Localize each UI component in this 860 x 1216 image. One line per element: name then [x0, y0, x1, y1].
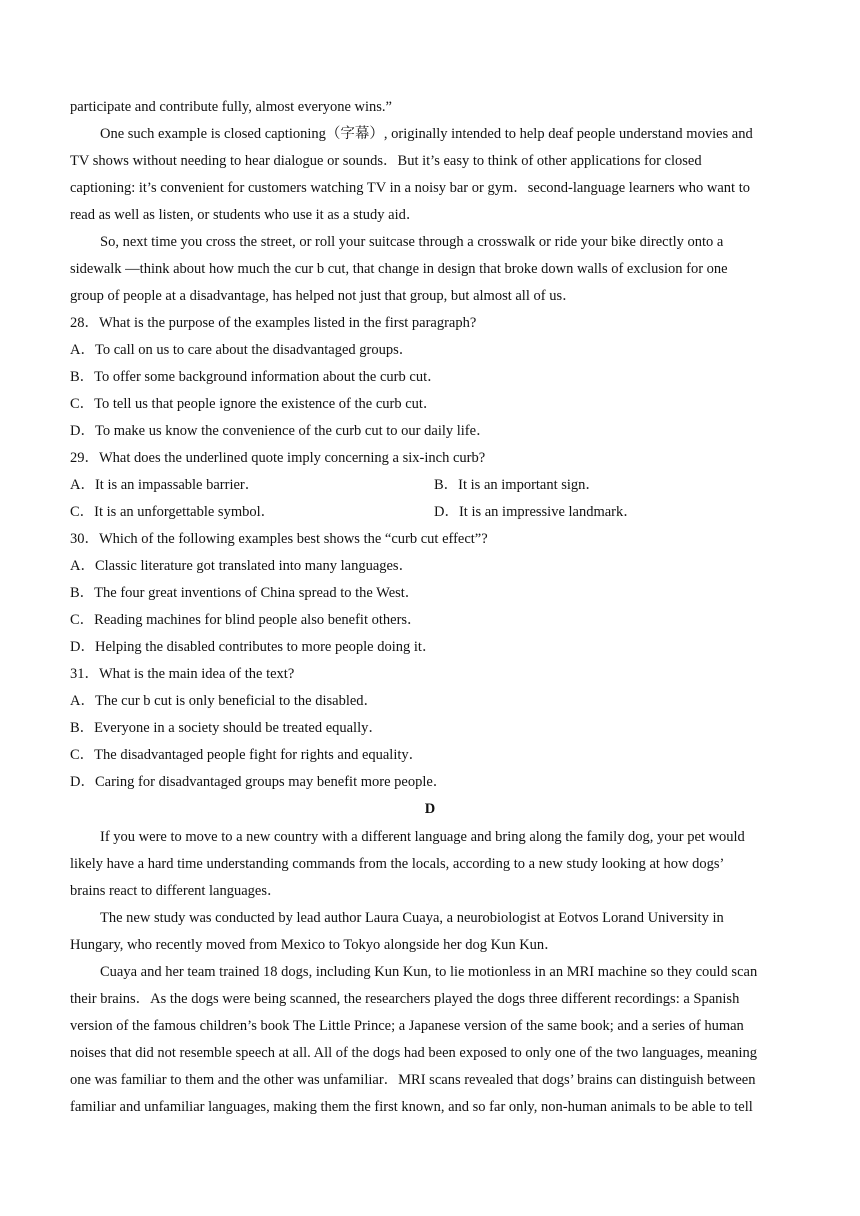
passage-line: noises that did not resemble speech at all. All of the dogs had been exposed to only one of the two languages, meaning [70, 1045, 757, 1061]
question-31-option-a: A．The cur b cut is only beneficial to the disabled． [70, 693, 379, 709]
passage-line: brains react to different languages． [70, 883, 282, 899]
question-31-stem: 31．What is the main idea of the text? [70, 666, 295, 682]
question-31-option-d: D．Caring for disadvantaged groups may benefit more people． [70, 774, 448, 790]
question-29-stem: 29．What does the underlined quote imply concerning a six-inch curb? [70, 450, 486, 466]
question-28-option-b: B．To offer some background information about the curb cut． [70, 369, 442, 385]
section-heading: D [424, 801, 436, 817]
passage-line: one was familiar to them and the other was unfamiliar．MRI scans revealed that dogs’ brains can distinguish between [70, 1072, 756, 1088]
passage-line: One such example is closed captioning（字幕）, originally intended to help deaf people understand movies and [100, 126, 753, 142]
passage-line: So, next time you cross the street, or roll your suitcase through a crosswalk or ride your bike directly onto a [100, 234, 724, 250]
passage-line: Hungary, who recently moved from Mexico to Tokyo alongside her dog Kun Kun． [70, 937, 559, 953]
passage-line: The new study was conducted by lead author Laura Cuaya, a neurobiologist at Eotvos Lorand University in [100, 910, 724, 926]
passage-line: captioning: it’s convenient for customers watching TV in a noisy bar or gym．second-language learners who want to [70, 180, 750, 196]
passage-line: Cuaya and her team trained 18 dogs, including Kun Kun, to lie motionless in an MRI machine so they could scan [100, 964, 758, 980]
passage-line: TV shows without needing to hear dialogue or sounds．But it’s easy to think of other applications for closed [70, 153, 702, 169]
passage-line: participate and contribute fully, almost everyone wins.” [70, 99, 392, 115]
passage-line: group of people at a disadvantage, has helped not just that group, but almost all of us． [70, 288, 577, 304]
passage-line: their brains．As the dogs were being scanned, the researchers played the dogs three different recordings: a Spanish [70, 991, 740, 1007]
question-30-option-d: D．Helping the disabled contributes to more people doing it． [70, 639, 437, 655]
passage-line: likely have a hard time understanding commands from the locals, according to a new study looking at how dogs’ [70, 856, 725, 872]
question-30-option-c: C．Reading machines for blind people also benefit others． [70, 612, 422, 628]
question-29-option-a: A．It is an impassable barrier． [70, 477, 260, 493]
question-29-option-b: B．It is an important sign． [434, 477, 600, 493]
passage-line: familiar and unfamiliar languages, making them the first known, and so far only, non-human animals to be able to tell [70, 1099, 753, 1115]
question-28-option-d: D．To make us know the convenience of the curb cut to our daily life． [70, 423, 491, 439]
question-28-option-c: C．To tell us that people ignore the existence of the curb cut． [70, 396, 438, 412]
passage-line: If you were to move to a new country with a different language and bring along the family dog, your pet would [100, 829, 745, 845]
passage-line: sidewalk —think about how much the cur b cut, that change in design that broke down walls of exclusion for one [70, 261, 728, 277]
question-30-option-b: B．The four great inventions of China spread to the West． [70, 585, 420, 601]
question-28-option-a: A．To call on us to care about the disadvantaged groups． [70, 342, 414, 358]
question-30-stem: 30．Which of the following examples best shows the “curb cut effect”? [70, 531, 488, 547]
passage-line: version of the famous children’s book The Little Prince; a Japanese version of the same book; and a series of human [70, 1018, 744, 1034]
question-29-option-d: D．It is an impressive landmark． [434, 504, 638, 520]
question-31-option-c: C．The disadvantaged people fight for rights and equality． [70, 747, 424, 763]
passage-line: read as well as listen, or students who use it as a study aid． [70, 207, 421, 223]
question-30-option-a: A．Classic literature got translated into many languages． [70, 558, 414, 574]
question-31-option-b: B．Everyone in a society should be treated equally． [70, 720, 383, 736]
question-29-option-c: C．It is an unforgettable symbol． [70, 504, 276, 520]
question-28-stem: 28．What is the purpose of the examples listed in the first paragraph? [70, 315, 477, 331]
